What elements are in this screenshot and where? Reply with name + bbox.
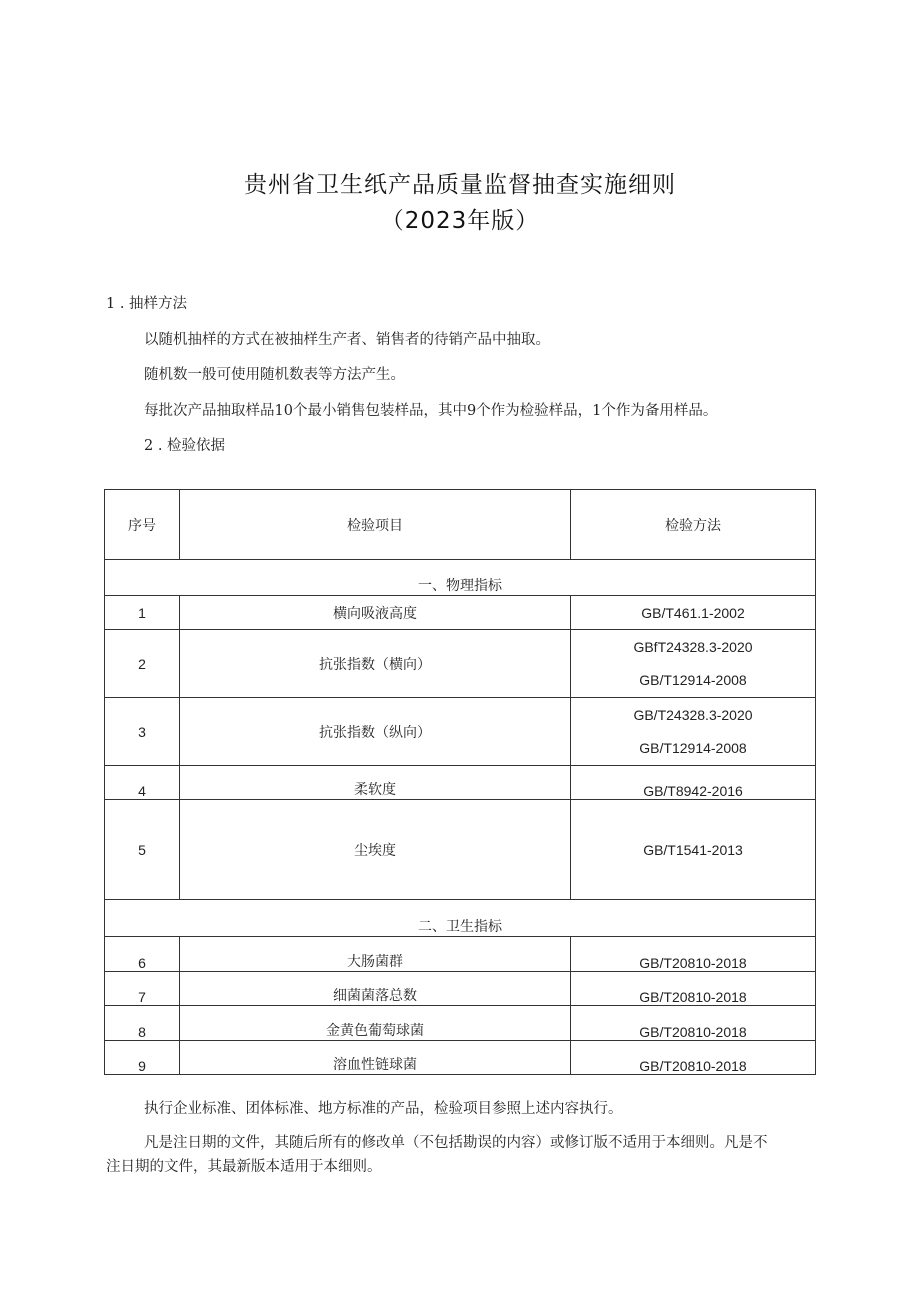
group-label-hygiene: 二、卫生指标 <box>105 900 816 937</box>
row-no: 2 <box>105 630 180 698</box>
footer-paragraph-2-line-2: 注日期的文件，其最新版本适用于本细则。 <box>106 1159 382 1175</box>
row-item: 金黄色葡萄球菌 <box>180 1006 571 1041</box>
header-method: 检验方法 <box>571 490 816 560</box>
footer-paragraph-1: 执行企业标准、团体标准、地方标准的产品，检验项目参照上述内容执行。 <box>144 1101 623 1117</box>
section-1-heading: 1 . 抽样方法 <box>106 296 188 312</box>
row-item: 抗张指数（横向） <box>180 630 571 698</box>
row-method: GB/T20810-2018 <box>571 972 816 1006</box>
sampling-paragraph-2: 随机数一般可使用随机数表等方法产生。 <box>144 367 405 383</box>
group-label-physical: 一、物理指标 <box>105 560 816 596</box>
row-method: GB/T8942-2016 <box>571 766 816 800</box>
row-method <box>571 698 816 766</box>
row-item: 柔软度 <box>180 766 571 800</box>
sampling-paragraph-3: 每批次产品抽取样品10个最小销售包装样品，其中9个作为检验样品，1个作为备用样品。 <box>144 403 718 419</box>
table-row <box>105 766 816 800</box>
header-item: 检验项目 <box>180 490 571 560</box>
table-row <box>105 800 816 900</box>
row-method: GB/T20810-2018 <box>571 937 816 972</box>
row-no: 5 <box>105 800 180 900</box>
footer-paragraph-2-line-1: 凡是注日期的文件，其随后所有的修改单（不包括勘误的内容）或修订版不适用于本细则。凡是不 <box>144 1135 768 1151</box>
group-row-hygiene <box>105 900 816 937</box>
row-no: 3 <box>105 698 180 766</box>
row-no: 8 <box>105 1006 180 1041</box>
row-method: GB/T461.1-2002 <box>571 596 816 630</box>
method-line: GB/T24328.3-2020 <box>633 706 753 723</box>
section-2-heading: 2 . 检验依据 <box>144 438 226 454</box>
row-no: 4 <box>105 766 180 800</box>
row-no: 7 <box>105 972 180 1006</box>
table-row <box>105 972 816 1006</box>
document-subtitle-edition: （2023年版） <box>380 208 540 234</box>
row-item: 溶血性链球菌 <box>180 1041 571 1075</box>
table-row <box>105 698 816 766</box>
row-item: 横向吸液高度 <box>180 596 571 630</box>
inspection-table <box>104 489 816 1075</box>
row-item: 细菌菌落总数 <box>180 972 571 1006</box>
table-row <box>105 596 816 630</box>
group-row-physical <box>105 560 816 596</box>
sampling-paragraph-1: 以随机抽样的方式在被抽样生产者、销售者的待销产品中抽取。 <box>144 332 550 348</box>
row-item: 大肠菌群 <box>180 937 571 972</box>
table-header-row <box>105 490 816 560</box>
document-title: 贵州省卫生纸产品质量监督抽查实施细则 <box>244 172 676 198</box>
row-no: 6 <box>105 937 180 972</box>
row-item: 尘埃度 <box>180 800 571 900</box>
row-item: 抗张指数（纵向） <box>180 698 571 766</box>
row-method: GB/T20810-2018 <box>571 1041 816 1075</box>
table-row <box>105 1041 816 1075</box>
row-method: GB/T1541-2013 <box>571 800 816 900</box>
row-no: 1 <box>105 596 180 630</box>
method-line: GB/T12914-2008 <box>639 739 747 756</box>
table-row <box>105 1006 816 1041</box>
row-no: 9 <box>105 1041 180 1075</box>
table-row <box>105 937 816 972</box>
row-method <box>571 630 816 698</box>
method-line: GBfT24328.3-2020 <box>633 638 753 655</box>
table-row <box>105 630 816 698</box>
method-line: GB/T12914-2008 <box>639 671 747 688</box>
row-method: GB/T20810-2018 <box>571 1006 816 1041</box>
header-serial: 序号 <box>105 490 180 560</box>
